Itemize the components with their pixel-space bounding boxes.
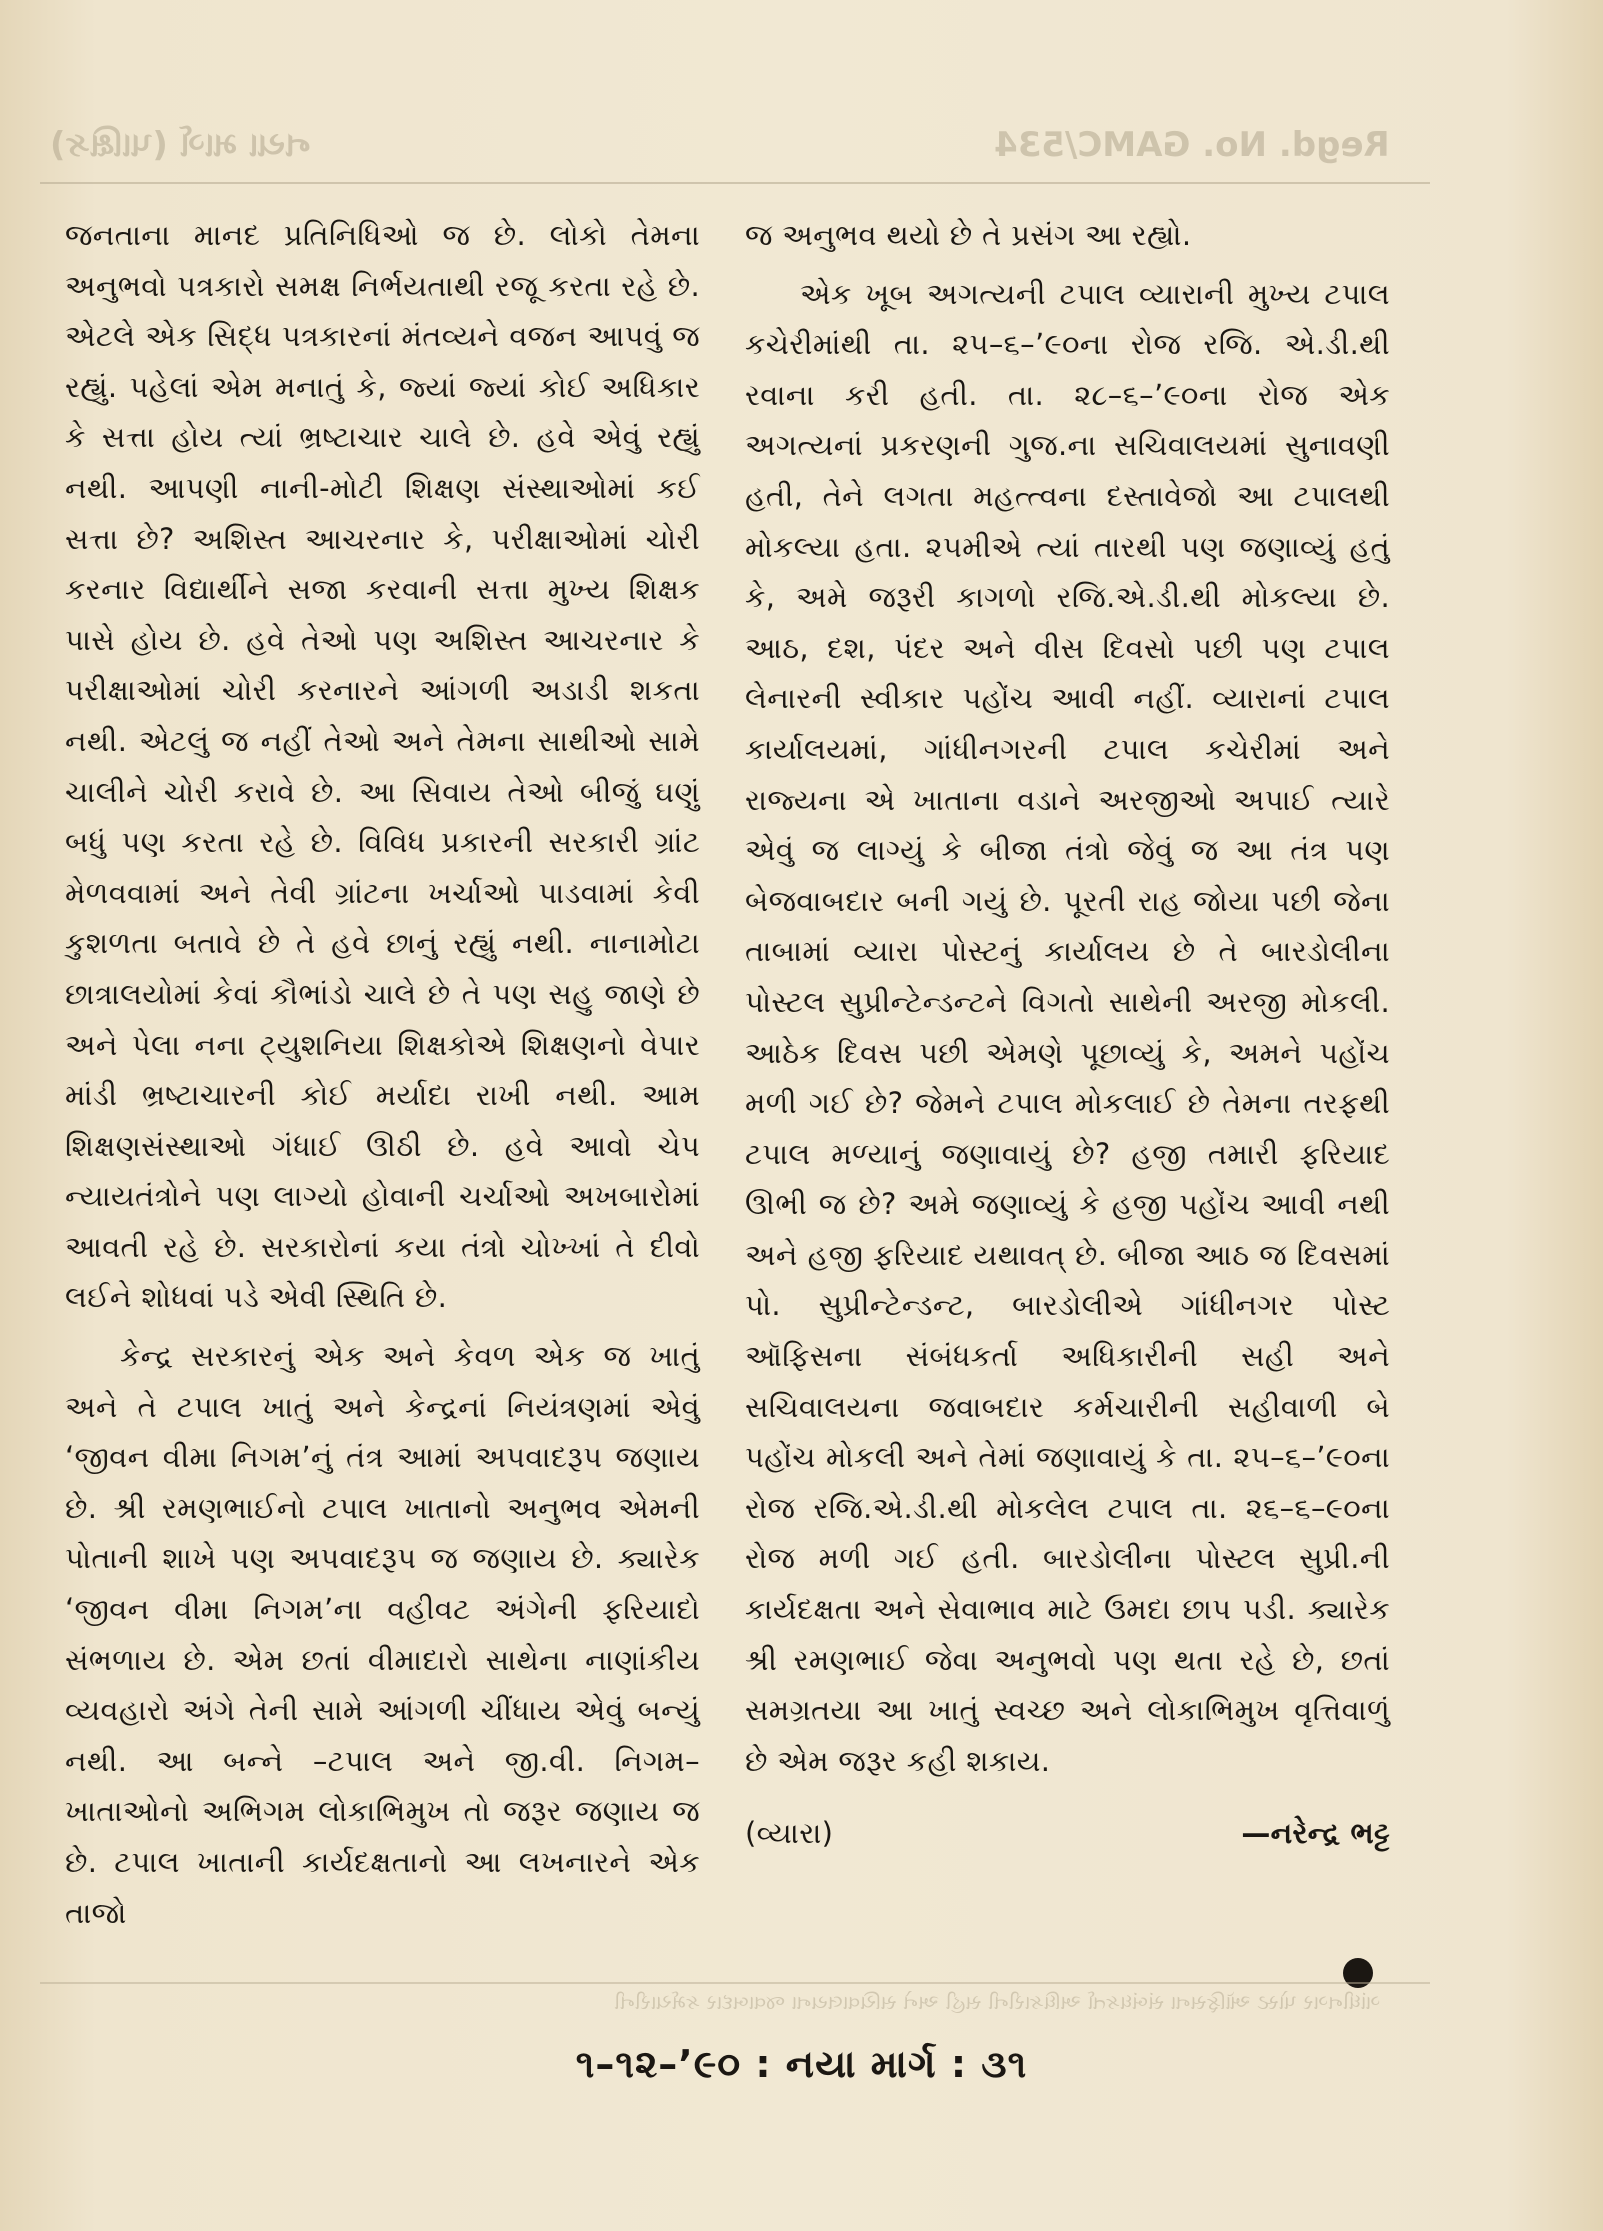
left-column: [65, 210, 700, 1938]
signoff-author: —નરેન્દ્ર ભટ્ટ: [1241, 1816, 1390, 1851]
bottom-bleed-through-text: ગાંધીનગર પોસ્ટ ઑફિસના સંબંધકર્તા અધિકારીની સહી અને સચિવાલયના જવાબદાર કર્મચારીની: [614, 1990, 1380, 2014]
page-header-bleed-through: [50, 125, 1390, 185]
signoff-place: (વ્યારા): [745, 1816, 834, 1851]
bottom-divider: [40, 1982, 1430, 1984]
page-footer: ૧–૧૨–’૯૦ : નયા માર્ગ : ૩૧: [575, 2042, 1028, 2086]
header-left-text: નયા માર્ગ (પાક્ષિક): [50, 125, 311, 165]
header-divider: [40, 182, 1430, 184]
right-column: [745, 210, 1390, 1859]
article-signoff: [745, 1808, 1390, 1859]
left-paragraph-2: કેન્દ્ર સરકારનું એક અને કેવળ એક જ ખાતું અને તે ટપાલ ખાતું અને કેન્દ્રનાં નિયંત્રણમાં એવું ‘જીવન વીમા નિગમ’નું તંત્ર આમાં અપવાદરૂપ જણાય છે. શ્રી રમણભાઈનો ટપાલ ખાતાનો અનુભવ એમની પોતાની શાખે પણ અપવાદરૂપ જ જણાય છે. ક્યારેક ‘જીવન વીમા નિગમ’ના વહીવટ અંગેની ફરિયાદો સંભળાય છે. એમ છતાં વીમાદારો સાથેના નાણાંકીય વ્યવહારો અંગે તેની સામે આંગળી ચીંધાય એવું બન્યું નથી. આ બન્ને –ટપાલ અને જી.વી. નિગમ–ખાતાઓનો અભિગમ લોકાભિમુખ તો જરૂર જણાય જ છે. ટપાલ ખાતાની કાર્યદક્ષતાનો આ લખનારને એક તાજો: [65, 1339, 700, 1930]
left-paragraph-1: જનતાના માનદ પ્રતિનિધિઓ જ છે. લોકો તેમના અનુભવો પત્રકારો સમક્ષ નિર્ભયતાથી રજૂ કરતા રહે છે. એટલે એક સિદ્ધ પત્રકારનાં મંતવ્યને વજન આપવું જ રહ્યું. પહેલાં એમ મનાતું કે, જ્યાં જ્યાં કોઈ અધિકાર કે સત્તા હોય ત્યાં ભ્રષ્ટાચાર ચાલે છે. હવે એવું રહ્યું નથી. આપણી નાની-મોટી શિક્ષણ સંસ્થાઓમાં કઈ સત્તા છે? અશિસ્ત આચરનાર કે, પરીક્ષાઓમાં ચોરી કરનાર વિદ્યાર્થીને સજા કરવાની સત્તા મુખ્ય શિક્ષક પાસે હોય છે. હવે તેઓ પણ અશિસ્ત આચરનાર કે પરીક્ષાઓમાં ચોરી કરનારને આંગળી અડાડી શકતા નથી. એટલું જ નહીં તેઓ અને તેમના સાથીઓ સામે ચાલીને ચોરી કરાવે છે. આ સિવાય તેઓ બીજું ઘણું બધું પણ કરતા રહે છે. વિવિધ પ્રકારની સરકારી ગ્રાંટ મેળવવામાં અને તેવી ગ્રાંટના ખર્ચાઓ પાડવામાં કેવી કુશળતા બતાવે છે તે હવે છાનું રહ્યું નથી. નાનામોટા છાત્રાલયોમાં કેવાં કૌભાંડો ચાલે છે તે પણ સહુ જાણે છે અને પેલા નના ટ્યુશનિયા શિક્ષકોએ શિક્ષણનો વેપાર માંડી ભ્રષ્ટાચારની કોઈ મર્યાદા રાખી નથી. આમ શિક્ષણસંસ્થાઓ ગંધાઈ ઊઠી છે. હવે આવો ચેપ ન્યાયતંત્રોને પણ લાગ્યો હોવાની ચર્ચાઓ અખબારોમાં આવતી રહે છે. સરકારોનાં કયા તંત્રો ચોખ્ખાં તે દીવો લઈને શોધવાં પડે એવી સ્થિતિ છે.: [65, 218, 700, 1315]
right-paragraph-2: એક ખૂબ અગત્યની ટપાલ વ્યારાની મુખ્ય ટપાલ કચેરીમાંથી તા. ૨૫–૬–’૯૦ના રોજ રજિ. એ.ડી.થી રવાના કરી હતી. તા. ૨૮–૬–’૯૦ના રોજ એક અગત્યનાં પ્રકરણની ગુજ.ના સચિવાલયમાં સુનાવણી હતી, તેને લગતા મહત્ત્વના દસ્તાવેજો આ ટપાલથી મોકલ્યા હતા. ૨૫મીએ ત્યાં તારથી પણ જણાવ્યું હતું કે, અમે જરૂરી કાગળો રજિ.એ.ડી.થી મોકલ્યા છે. આઠ, દશ, પંદર અને વીસ દિવસો પછી પણ ટપાલ લેનારની સ્વીકાર પહોંચ આવી નહીં. વ્યારાનાં ટપાલ કાર્યાલયમાં, ગાંધીનગરની ટપાલ કચેરીમાં અને રાજ્યના એ ખાતાના વડાને અરજીઓ અપાઈ ત્યારે એવું જ લાગ્યું કે બીજા તંત્રો જેવું જ આ તંત્ર પણ બેજવાબદાર બની ગયું છે. પૂરતી રાહ જોયા પછી જેના તાબામાં વ્યારા પોસ્ટનું કાર્યાલય છે તે બારડોલીના પોસ્ટલ સુપ્રીન્ટેન્ડન્ટને વિગતો સાથેની અરજી મોકલી. આઠેક દિવસ પછી એમણે પૂછાવ્યું કે, અમને પહોંચ મળી ગઈ છે? જેમને ટપાલ મોકલાઈ છે તેમના તરફથી ટપાલ મળ્યાનું જણાવાયું છે? હજી તમારી ફરિયાદ ઊભી જ છે? અમે જણાવ્યું કે હજી પહોંચ આવી નથી અને હજી ફરિયાદ યથાવત્ છે. બીજા આઠ જ દિવસમાં પો. સુપ્રીન્ટેન્ડન્ટ, બારડોલીએ ગાંધીનગર પોસ્ટ ઑફિસના સંબંધકર્તા અધિકારીની સહી અને સચિવાલયના જવાબદાર કર્મચારીની સહીવાળી બે પહોંચ મોકલી અને તેમાં જણાવાયું કે તા. ૨૫–૬–’૯૦ના રોજ રજિ.એ.ડી.થી મોકલેલ ટપાલ તા. ૨૬–૬–૯૦ના રોજ મળી ગઈ હતી. બારડોલીના પોસ્ટલ સુપ્રી.ની કાર્યદક્ષતા અને સેવાભાવ માટે ઉમદા છાપ પડી. ક્યારેક શ્રી રમણભાઈ જેવા અનુભવો પણ થતા રહે છે, છતાં સમગ્રતયા આ ખાતું સ્વચ્છ અને લોકાભિમુખ વૃત્તિવાળું છે એમ જરૂર કહી શકાય.: [745, 276, 1390, 1778]
header-right-text: Regd. No. GAMC/534: [994, 125, 1390, 165]
right-paragraph-1: જ અનુભવ થયો છે તે પ્રસંગ આ રહ્યો.: [745, 218, 1192, 252]
